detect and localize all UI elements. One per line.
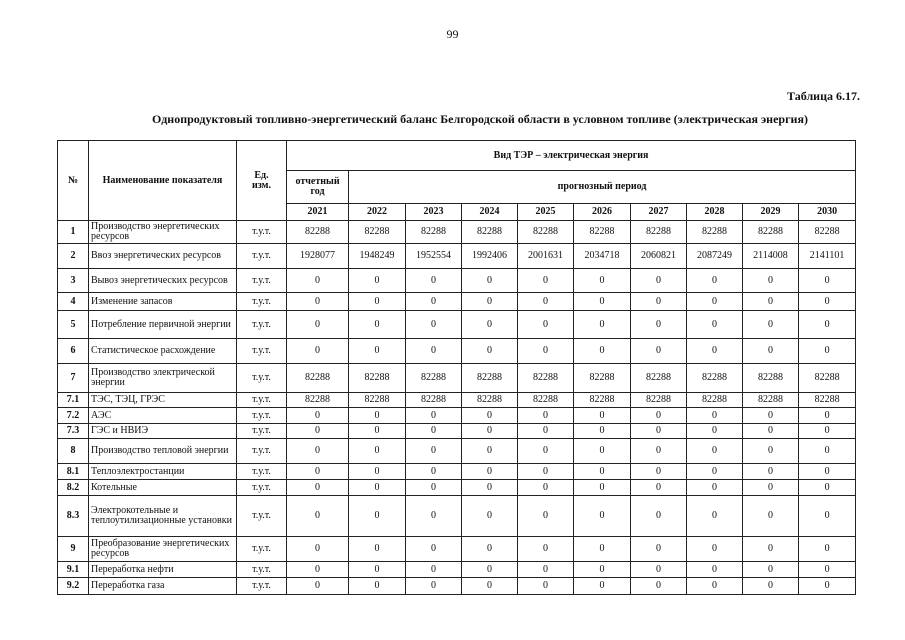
value-cell: 0 [518,339,574,364]
indicator-name-cell: Электрокотельные и теплоутилизационные установки [89,496,237,537]
value-cell: 1928077 [287,244,349,269]
value-cell: 0 [687,439,743,464]
value-cell: 0 [518,424,574,439]
value-cell: 0 [287,562,349,578]
value-cell: 2034718 [574,244,631,269]
unit-cell: т.у.т. [237,408,287,424]
column-header-year: 2022 [349,204,406,221]
value-cell: 0 [574,480,631,496]
value-cell: 82288 [687,221,743,244]
indicator-name-cell: Статистическое расхождение [89,339,237,364]
value-cell: 0 [574,537,631,562]
column-header-year: 2021 [287,204,349,221]
table-row [58,496,856,537]
value-cell: 0 [743,311,799,339]
row-number-cell: 6 [58,339,89,364]
column-header-year: 2030 [799,204,856,221]
unit-cell: т.у.т. [237,464,287,480]
row-number-cell: 3 [58,269,89,293]
value-cell: 0 [574,293,631,311]
table-row [58,221,856,244]
value-cell: 0 [518,311,574,339]
value-cell: 0 [631,293,687,311]
value-cell: 82288 [406,393,462,408]
value-cell: 82288 [799,393,856,408]
value-cell: 0 [687,293,743,311]
table-row [58,537,856,562]
unit-cell: т.у.т. [237,424,287,439]
value-cell: 0 [349,562,406,578]
value-cell: 0 [406,339,462,364]
value-cell: 82288 [574,221,631,244]
value-cell: 0 [406,578,462,595]
value-cell: 0 [574,269,631,293]
value-cell: 0 [349,496,406,537]
value-cell: 82288 [287,221,349,244]
value-cell: 0 [743,496,799,537]
value-cell: 0 [462,269,518,293]
value-cell: 0 [799,269,856,293]
report-year-label: отчетный год [295,176,340,197]
table-row [58,408,856,424]
value-cell: 0 [287,464,349,480]
row-number-cell: 9 [58,537,89,562]
value-cell: 0 [687,408,743,424]
value-cell: 0 [743,439,799,464]
value-cell: 0 [574,439,631,464]
value-cell: 0 [406,480,462,496]
value-cell: 0 [574,424,631,439]
value-cell: 1948249 [349,244,406,269]
indicator-name-cell: Производство электрической энергии [89,364,237,393]
value-cell: 0 [574,408,631,424]
value-cell: 0 [687,311,743,339]
value-cell: 0 [349,339,406,364]
value-cell: 0 [574,339,631,364]
column-group-header: Вид ТЭР – электрическая энергия [287,141,856,171]
indicator-name-cell: ГЭС и НВИЭ [89,424,237,439]
value-cell: 82288 [799,364,856,393]
row-number-cell: 7.2 [58,408,89,424]
value-cell: 0 [406,464,462,480]
value-cell: 0 [462,578,518,595]
value-cell: 82288 [743,364,799,393]
row-number-cell: 5 [58,311,89,339]
indicator-name-cell: Вывоз энергетических ресурсов [89,269,237,293]
value-cell: 82288 [406,364,462,393]
value-cell: 0 [287,537,349,562]
value-cell: 0 [631,339,687,364]
table-row [58,393,856,408]
report-year-header [287,171,349,204]
indicator-name-cell: Котельные [89,480,237,496]
unit-cell: т.у.т. [237,244,287,269]
table-row [58,269,856,293]
unit-cell: т.у.т. [237,578,287,595]
value-cell: 0 [743,293,799,311]
value-cell: 0 [349,269,406,293]
value-cell: 0 [631,464,687,480]
value-cell: 82288 [462,221,518,244]
value-cell: 82288 [287,364,349,393]
row-number-cell: 9.2 [58,578,89,595]
table-label: Таблица 6.17. [787,89,860,103]
unit-cell: т.у.т. [237,311,287,339]
unit-cell: т.у.т. [237,393,287,408]
value-cell: 0 [287,496,349,537]
value-cell: 0 [631,269,687,293]
table-row [58,562,856,578]
value-cell: 0 [518,293,574,311]
value-cell: 0 [462,408,518,424]
value-cell: 0 [687,339,743,364]
table-row [58,244,856,269]
table-row [58,578,856,595]
value-cell: 0 [462,537,518,562]
value-cell: 82288 [349,364,406,393]
value-cell: 0 [349,537,406,562]
value-cell: 0 [462,562,518,578]
row-number-cell: 1 [58,221,89,244]
column-header-year: 2027 [631,204,687,221]
value-cell: 82288 [687,393,743,408]
table-row [58,293,856,311]
value-cell: 0 [518,562,574,578]
table-row [58,439,856,464]
value-cell: 0 [743,464,799,480]
value-cell: 0 [462,496,518,537]
indicator-name-cell: Ввоз энергетических ресурсов [89,244,237,269]
value-cell: 0 [799,424,856,439]
value-cell: 0 [518,480,574,496]
value-cell: 0 [743,339,799,364]
value-cell: 0 [518,269,574,293]
value-cell: 0 [518,439,574,464]
unit-cell: т.у.т. [237,480,287,496]
value-cell: 0 [574,562,631,578]
forecast-period-header: прогнозный период [349,171,856,204]
value-cell: 82288 [349,221,406,244]
value-cell: 0 [631,496,687,537]
value-cell: 82288 [349,393,406,408]
value-cell: 0 [743,269,799,293]
value-cell: 0 [406,269,462,293]
table-row [58,364,856,393]
column-header-indicator: Наименование показателя [89,141,237,221]
value-cell: 0 [518,537,574,562]
value-cell: 0 [631,439,687,464]
column-header-unit [237,141,287,221]
value-cell: 0 [349,578,406,595]
indicator-name-cell: Изменение запасов [89,293,237,311]
value-cell: 0 [287,269,349,293]
value-cell: 0 [462,311,518,339]
column-header-year: 2028 [687,204,743,221]
value-cell: 82288 [631,221,687,244]
value-cell: 0 [287,578,349,595]
value-cell: 0 [462,439,518,464]
unit-cell: т.у.т. [237,562,287,578]
value-cell: 0 [799,537,856,562]
page-number: 99 [446,27,459,41]
value-cell: 0 [287,311,349,339]
value-cell: 2060821 [631,244,687,269]
column-header-year: 2024 [462,204,518,221]
value-cell: 0 [518,578,574,595]
row-number-cell: 4 [58,293,89,311]
energy-balance-table [57,140,856,595]
value-cell: 0 [462,464,518,480]
unit-cell: т.у.т. [237,537,287,562]
value-cell: 0 [406,562,462,578]
value-cell: 0 [518,496,574,537]
unit-cell: т.у.т. [237,339,287,364]
value-cell: 0 [349,408,406,424]
row-number-cell: 9.1 [58,562,89,578]
indicator-name-cell: ТЭС, ТЭЦ, ГРЭС [89,393,237,408]
column-header-year: 2025 [518,204,574,221]
value-cell: 82288 [687,364,743,393]
value-cell: 2141101 [799,244,856,269]
value-cell: 0 [462,293,518,311]
value-cell: 0 [349,480,406,496]
value-cell: 0 [287,293,349,311]
table-row [58,311,856,339]
value-cell: 82288 [743,393,799,408]
value-cell: 0 [287,424,349,439]
value-cell: 0 [518,408,574,424]
value-cell: 82288 [799,221,856,244]
value-cell: 0 [287,408,349,424]
row-number-cell: 7.3 [58,424,89,439]
unit-cell: т.у.т. [237,364,287,393]
value-cell: 0 [687,269,743,293]
row-number-cell: 8.3 [58,496,89,537]
row-number-cell: 8.2 [58,480,89,496]
value-cell: 2001631 [518,244,574,269]
table-row [58,464,856,480]
column-header-year: 2026 [574,204,631,221]
indicator-name-cell: Переработка газа [89,578,237,595]
value-cell: 82288 [518,393,574,408]
value-cell: 0 [574,496,631,537]
value-cell: 0 [743,424,799,439]
value-cell: 0 [574,311,631,339]
value-cell: 1952554 [406,244,462,269]
value-cell: 0 [687,424,743,439]
value-cell: 0 [743,408,799,424]
value-cell: 0 [406,408,462,424]
value-cell: 0 [406,424,462,439]
value-cell: 2114008 [743,244,799,269]
indicator-name-cell: Потребление первичной энергии [89,311,237,339]
row-number-cell: 8 [58,439,89,464]
value-cell: 0 [349,311,406,339]
indicator-name-cell: Переработка нефти [89,562,237,578]
value-cell: 0 [631,480,687,496]
value-cell: 82288 [287,393,349,408]
row-number-cell: 8.1 [58,464,89,480]
indicator-name-cell: Производство энергетических ресурсов [89,221,237,244]
value-cell: 82288 [631,393,687,408]
value-cell: 82288 [631,364,687,393]
row-number-cell: 7 [58,364,89,393]
value-cell: 0 [743,578,799,595]
value-cell: 0 [631,578,687,595]
table-header [58,141,856,221]
value-cell: 0 [631,537,687,562]
value-cell: 0 [349,293,406,311]
value-cell: 82288 [743,221,799,244]
document-title: Однопродуктовый топливно-энергетический баланс Белгородской области в условном топливе (электрическая энергия) [152,112,808,126]
unit-header-label: Ед. изм. [252,169,271,191]
unit-cell: т.у.т. [237,293,287,311]
value-cell: 0 [799,578,856,595]
value-cell: 82288 [462,364,518,393]
value-cell: 0 [462,424,518,439]
unit-cell: т.у.т. [237,496,287,537]
value-cell: 1992406 [462,244,518,269]
value-cell: 82288 [518,221,574,244]
value-cell: 0 [687,537,743,562]
value-cell: 82288 [462,393,518,408]
value-cell: 82288 [406,221,462,244]
value-cell: 0 [631,562,687,578]
value-cell: 0 [687,480,743,496]
value-cell: 0 [799,480,856,496]
value-cell: 0 [287,439,349,464]
indicator-name-cell: Производство тепловой энергии [89,439,237,464]
unit-cell: т.у.т. [237,221,287,244]
column-header-number: № [58,141,89,221]
indicator-name-cell: АЭС [89,408,237,424]
value-cell: 0 [462,480,518,496]
value-cell: 0 [799,496,856,537]
value-cell: 0 [743,480,799,496]
value-cell: 0 [799,311,856,339]
value-cell: 0 [799,464,856,480]
value-cell: 2087249 [687,244,743,269]
value-cell: 0 [743,562,799,578]
value-cell: 0 [799,439,856,464]
table-row [58,339,856,364]
value-cell: 0 [631,424,687,439]
value-cell: 0 [799,408,856,424]
table-row [58,480,856,496]
value-cell: 82288 [518,364,574,393]
value-cell: 0 [687,578,743,595]
value-cell: 82288 [574,393,631,408]
value-cell: 0 [799,562,856,578]
row-number-cell: 2 [58,244,89,269]
value-cell: 82288 [574,364,631,393]
value-cell: 0 [406,496,462,537]
value-cell: 0 [574,578,631,595]
value-cell: 0 [687,562,743,578]
indicator-name-cell: Преобразование энергетических ресурсов [89,537,237,562]
value-cell: 0 [406,293,462,311]
indicator-name-cell: Теплоэлектростанции [89,464,237,480]
value-cell: 0 [287,339,349,364]
value-cell: 0 [687,496,743,537]
value-cell: 0 [462,339,518,364]
value-cell: 0 [406,439,462,464]
table-body [58,221,856,595]
value-cell: 0 [687,464,743,480]
value-cell: 0 [287,480,349,496]
value-cell: 0 [574,464,631,480]
value-cell: 0 [349,424,406,439]
value-cell: 0 [631,311,687,339]
value-cell: 0 [349,439,406,464]
table-row [58,424,856,439]
value-cell: 0 [406,537,462,562]
value-cell: 0 [349,464,406,480]
value-cell: 0 [743,537,799,562]
value-cell: 0 [406,311,462,339]
unit-cell: т.у.т. [237,439,287,464]
column-header-year: 2023 [406,204,462,221]
value-cell: 0 [518,464,574,480]
row-number-cell: 7.1 [58,393,89,408]
header-row [58,141,856,171]
value-cell: 0 [799,339,856,364]
value-cell: 0 [631,408,687,424]
unit-cell: т.у.т. [237,269,287,293]
value-cell: 0 [799,293,856,311]
column-header-year: 2029 [743,204,799,221]
